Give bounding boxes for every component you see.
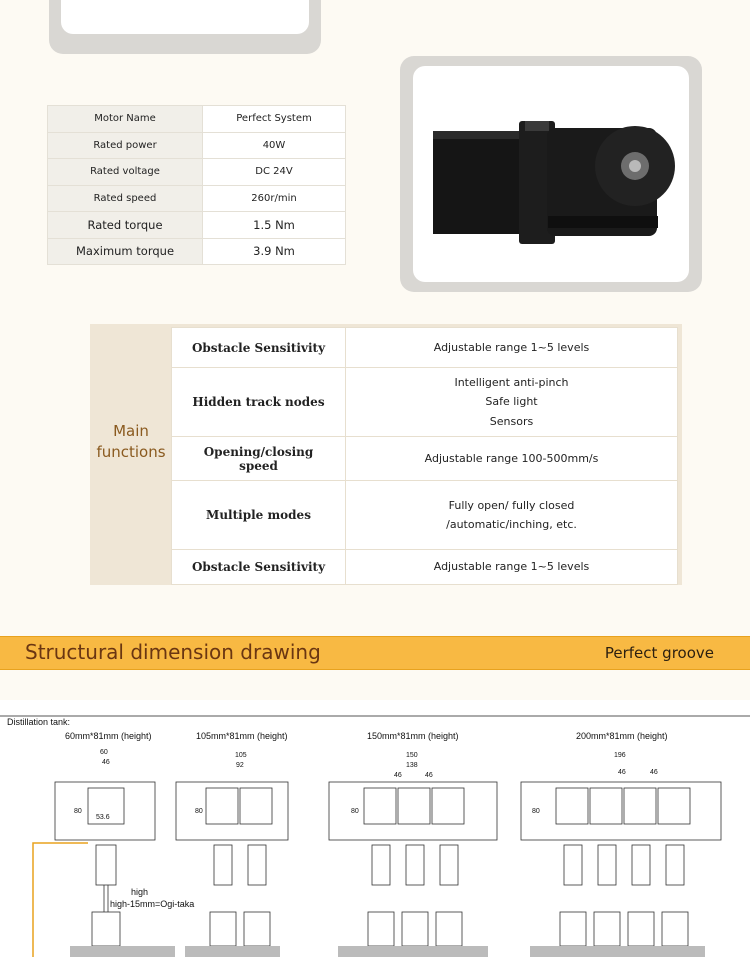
spec-label: Rated speed — [48, 185, 203, 212]
dim-label: 92 — [236, 762, 244, 769]
dim-label: 105 — [235, 752, 247, 759]
top-image-card — [49, 0, 321, 54]
spec-value: 260r/min — [203, 185, 346, 212]
function-label: Obstacle Sensitivity — [172, 550, 346, 585]
main-functions-title — [90, 421, 172, 463]
dim-label: 80 — [195, 808, 203, 815]
profile-label: 150mm*81mm (height) — [367, 731, 459, 741]
function-row — [172, 328, 678, 368]
profile-label: 105mm*81mm (height) — [196, 731, 288, 741]
function-value: Adjustable range 100-500mm/s — [346, 437, 678, 481]
main-functions-panel — [90, 324, 682, 585]
dim-label: 80 — [532, 808, 540, 815]
dim-label: 150 — [406, 752, 418, 759]
spec-row — [48, 212, 346, 239]
dim-label: 53.6 — [96, 814, 110, 821]
function-row — [172, 437, 678, 481]
dim-label: 46 — [618, 769, 626, 776]
dim-label: 46 — [394, 772, 402, 779]
function-value-line: Safe light — [485, 395, 538, 409]
spec-value: 1.5 Nm — [203, 212, 346, 239]
height-note: high — [131, 887, 149, 897]
spec-label: Rated power — [48, 132, 203, 159]
spec-row — [48, 185, 346, 212]
function-value-line: Intelligent anti-pinch — [454, 375, 569, 389]
spec-row — [48, 132, 346, 159]
dim-label: 80 — [351, 808, 359, 815]
spec-value: Perfect System — [203, 106, 346, 133]
banner-subtitle: Perfect groove — [604, 644, 714, 662]
function-row — [172, 368, 678, 437]
motor-illustration — [413, 66, 689, 282]
function-value: Adjustable range 1~5 levels — [346, 328, 678, 368]
dim-label: 138 — [406, 762, 418, 769]
function-label: Hidden track nodes — [172, 368, 346, 437]
dim-label: 46 — [425, 772, 433, 779]
function-label-line: Opening/closing — [203, 444, 314, 459]
motor-photo-frame — [400, 56, 702, 292]
function-value-line: Sensors — [489, 414, 534, 428]
function-label-line: speed — [239, 458, 278, 473]
spec-row — [48, 238, 346, 265]
dim-label: 46 — [102, 759, 110, 766]
height-note: high-15mm=Ogi-taka — [110, 899, 195, 909]
dimension-drawing — [0, 700, 750, 957]
function-value-line: Fully open/ fully closed — [448, 498, 575, 512]
function-value — [346, 368, 678, 437]
function-label: Multiple modes — [172, 481, 346, 550]
spec-label: Rated torque — [48, 212, 203, 239]
dim-label: 46 — [650, 769, 658, 776]
main-functions-table — [171, 327, 678, 585]
section-banner — [0, 636, 750, 670]
spec-label: Motor Name — [48, 106, 203, 133]
spec-value: 40W — [203, 132, 346, 159]
function-value: Adjustable range 1~5 levels — [346, 550, 678, 585]
spec-value: DC 24V — [203, 159, 346, 186]
dim-label: 196 — [614, 752, 626, 759]
motor-spec-table — [47, 105, 346, 265]
function-value — [346, 481, 678, 550]
function-row — [172, 481, 678, 550]
spec-label: Rated voltage — [48, 159, 203, 186]
main-functions-title-line: functions — [96, 443, 166, 461]
spec-row — [48, 106, 346, 133]
spec-label: Maximum torque — [48, 238, 203, 265]
spec-row — [48, 159, 346, 186]
motor-photo — [413, 66, 689, 282]
drawing-caption: Distillation tank: — [7, 717, 71, 727]
dim-label: 80 — [74, 808, 82, 815]
function-label: Obstacle Sensitivity — [172, 328, 346, 368]
profile-label: 60mm*81mm (height) — [65, 731, 152, 741]
main-functions-title-line: Main — [113, 422, 149, 440]
top-image-card-inner — [61, 0, 309, 34]
dim-label: 60 — [100, 749, 108, 756]
function-row — [172, 550, 678, 585]
function-value-line: /automatic/inching, etc. — [446, 518, 577, 531]
function-label — [172, 437, 346, 481]
spec-value: 3.9 Nm — [203, 238, 346, 265]
banner-title: Structural dimension drawing — [25, 640, 321, 664]
profile-label: 200mm*81mm (height) — [576, 731, 668, 741]
